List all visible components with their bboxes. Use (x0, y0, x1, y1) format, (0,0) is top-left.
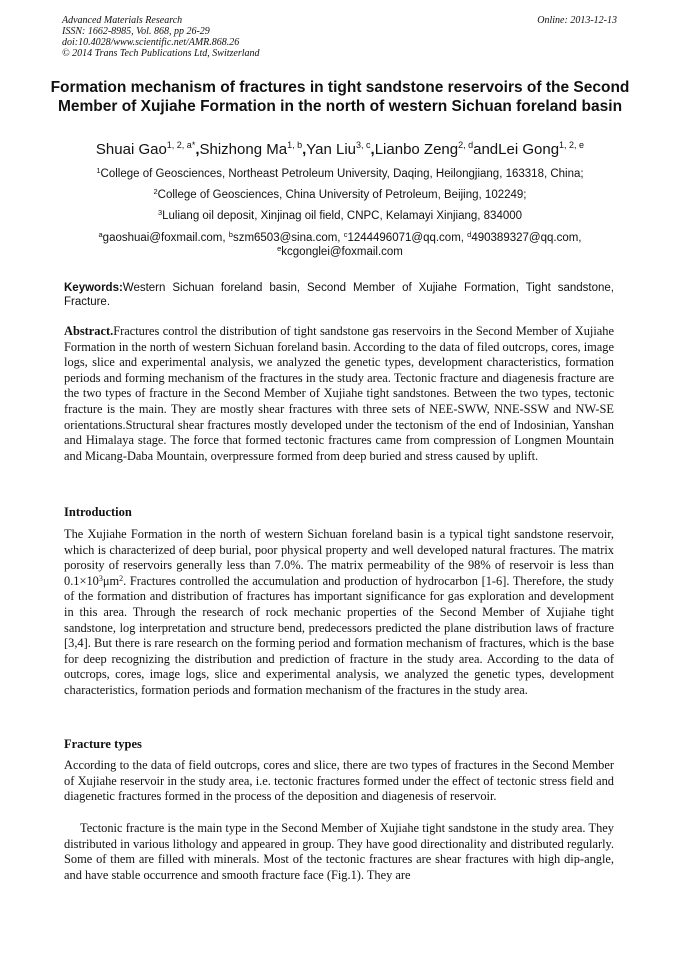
email-address: kcgonglei@foxmail.com (281, 246, 403, 258)
online-date: Online: 2013-12-13 (537, 15, 617, 26)
email-address: 1244496071@qq.com, (347, 232, 468, 244)
email-sup: c (343, 230, 348, 239)
author-separator: and (473, 141, 499, 158)
keywords-text: Western Sichuan foreland basin, Second Member of Xujiahe Formation, Tight sandstone, Fracture. (64, 282, 614, 308)
intro-text: . Fractures controlled the accumulation and production of hydrocarbon [1-6]. Therefore, the study of the formation and distribution of fractures has important significance for gas exploration and development in this area. Through the research of rock mechanic properties of the Second Member of Xujiahe tight sandstone, log interpretation and structure bend, predecessors predicted the plane distribution laws of fracture [3,4]. But there is rare research on the forming period and formation mechanism of fractures, which is the base for deep recognizing the distribution and prediction of fracture in the study area. According to the data of outcrops, cores, image logs, slice and experimental analysis, we analyzed the genetic types, development characteristics, formation periods and formation mechanism of the fractures in the study area. (64, 573, 614, 697)
doi-line: doi:10.4028/www.scientific.net/AMR.868.26 (62, 37, 240, 48)
journal-header (62, 15, 617, 59)
author-sup: 3, c (356, 140, 371, 150)
affiliation-3 (40, 209, 640, 223)
author-separator: , (302, 141, 307, 158)
email-sup: b (228, 230, 233, 239)
paper-title: Formation mechanism of fractures in tight sandstone reservoirs of the Second Member of Xujiahe Formation in the north of western Sichuan foreland basin (50, 79, 630, 115)
intro-text: The Xujiahe Formation in the north of western Sichuan foreland basin is a typical tight sandstone reservoir, which is characterized of deep burial, poor physical property and well developed natural fractures. The matrix porosity of reservoirs generally less than 7.0%. The matrix permeability of the 98% of reservoir is less than 0.1×10 (64, 527, 614, 588)
affiliation-2 (40, 188, 640, 202)
fracture-paragraph-1: According to the data of field outcrops, cores and slice, there are two types of fractures in the Second Member of Xujiahe reservoir in the study area, i.e. tectonic fractures formed under the effect of tectonic stress field and diagenetic fractures formed in the process of the deposition and diagenesis of reservoir. (64, 758, 614, 804)
affiliation-sup: 3 (157, 208, 163, 217)
author-sup: 1, b (287, 140, 303, 150)
email-list (40, 231, 640, 259)
issn-line: ISSN: 1662-8985, Vol. 868, pp 26-29 (62, 26, 210, 37)
email-address: 490389327@qq.com, (471, 232, 582, 244)
author-name: Shuai Gao (95, 141, 167, 158)
abstract-label: Abstract. (64, 324, 114, 338)
keywords-label: Keywords: (64, 282, 123, 294)
author-name: Lianbo Zeng (374, 141, 459, 158)
email-address: szm6503@sina.com, (232, 232, 344, 244)
abstract (64, 324, 614, 464)
author-list (30, 140, 650, 160)
fracture-paragraph-2: Tectonic fracture is the main type in the Second Member of Xujiahe tight sandstone in the study area. They distributed in various lithology and appeared in group. They have good directionality and distributed regularly. Some of them are filled with minerals. Most of the tectonic fractures are shear fractures with high dip-angle, and have stable occurrence and smooth fracture face (Fig.1). They are (64, 821, 614, 882)
affiliation-text: College of Geosciences, China University of Petroleum, Beijing, 102249; (157, 189, 527, 201)
abstract-text: Fractures control the distribution of tight sandstone gas reservoirs in the Second Member of Xujiahe Formation in the north of western Sichuan foreland basin. According to the data of filed outcrops, cores, image logs, slice and experimental analysis, we analyzed the genetic types, development characteristics, formation periods and forming mechanism of the fractures in the study area. Tectonic fracture and diagenesis fracture are the two types of fracture in the Second Member of Xujiahe tight sandstones. Between the two types, tectonic fracture is the main. They are mostly shear fractures with three sets of NEE-SWW, NNE-SSW and NW-SE orientations.Structural shear fractures mostly developed under the tectonism of the end of Indosinian, Yanshan and Himalaya stage. The force that formed tectonic fractures came from compression of Longmen Mountain and Micang-Daba Mountain, overpressure formed from deep buried and stress caused by uplift. (64, 324, 614, 463)
section-heading-fracture-types: Fracture types (64, 737, 142, 751)
author-separator: , (195, 141, 200, 158)
author-separator: , (370, 141, 375, 158)
affiliation-text: Luliang oil deposit, Xinjinag oil field, CNPC, Kelamayi Xinjiang, 834000 (162, 210, 523, 222)
author-name: Lei Gong (498, 141, 560, 158)
author-sup: 2, d (458, 140, 474, 150)
email-address: gaoshuai@foxmail.com, (102, 232, 229, 244)
intro-sup: 3 (98, 573, 103, 583)
introduction-paragraph (64, 527, 614, 699)
intro-unit: μm (102, 573, 120, 588)
affiliation-sup: 2 (153, 187, 158, 196)
author-name: Shizhong Ma (199, 141, 288, 158)
email-sup: d (467, 230, 472, 239)
intro-sup: 2 (119, 573, 124, 583)
affiliation-sup: 1 (96, 166, 101, 175)
author-name: Yan Liu (306, 141, 357, 158)
affiliation-1 (40, 167, 640, 181)
email-sup: a (98, 230, 103, 239)
affiliation-text: College of Geosciences, Northeast Petroleum University, Daqing, Heilongjiang, 163318, China; (100, 168, 584, 180)
journal-name: Advanced Materials Research (62, 15, 183, 26)
keywords (64, 281, 614, 309)
section-heading-introduction: Introduction (64, 505, 132, 519)
copyright-line: © 2014 Trans Tech Publications Ltd, Switzerland (62, 48, 260, 59)
author-sup: 1, 2, e (559, 140, 585, 150)
author-sup: 1, 2, a* (166, 140, 196, 150)
email-sup: e (277, 244, 282, 253)
